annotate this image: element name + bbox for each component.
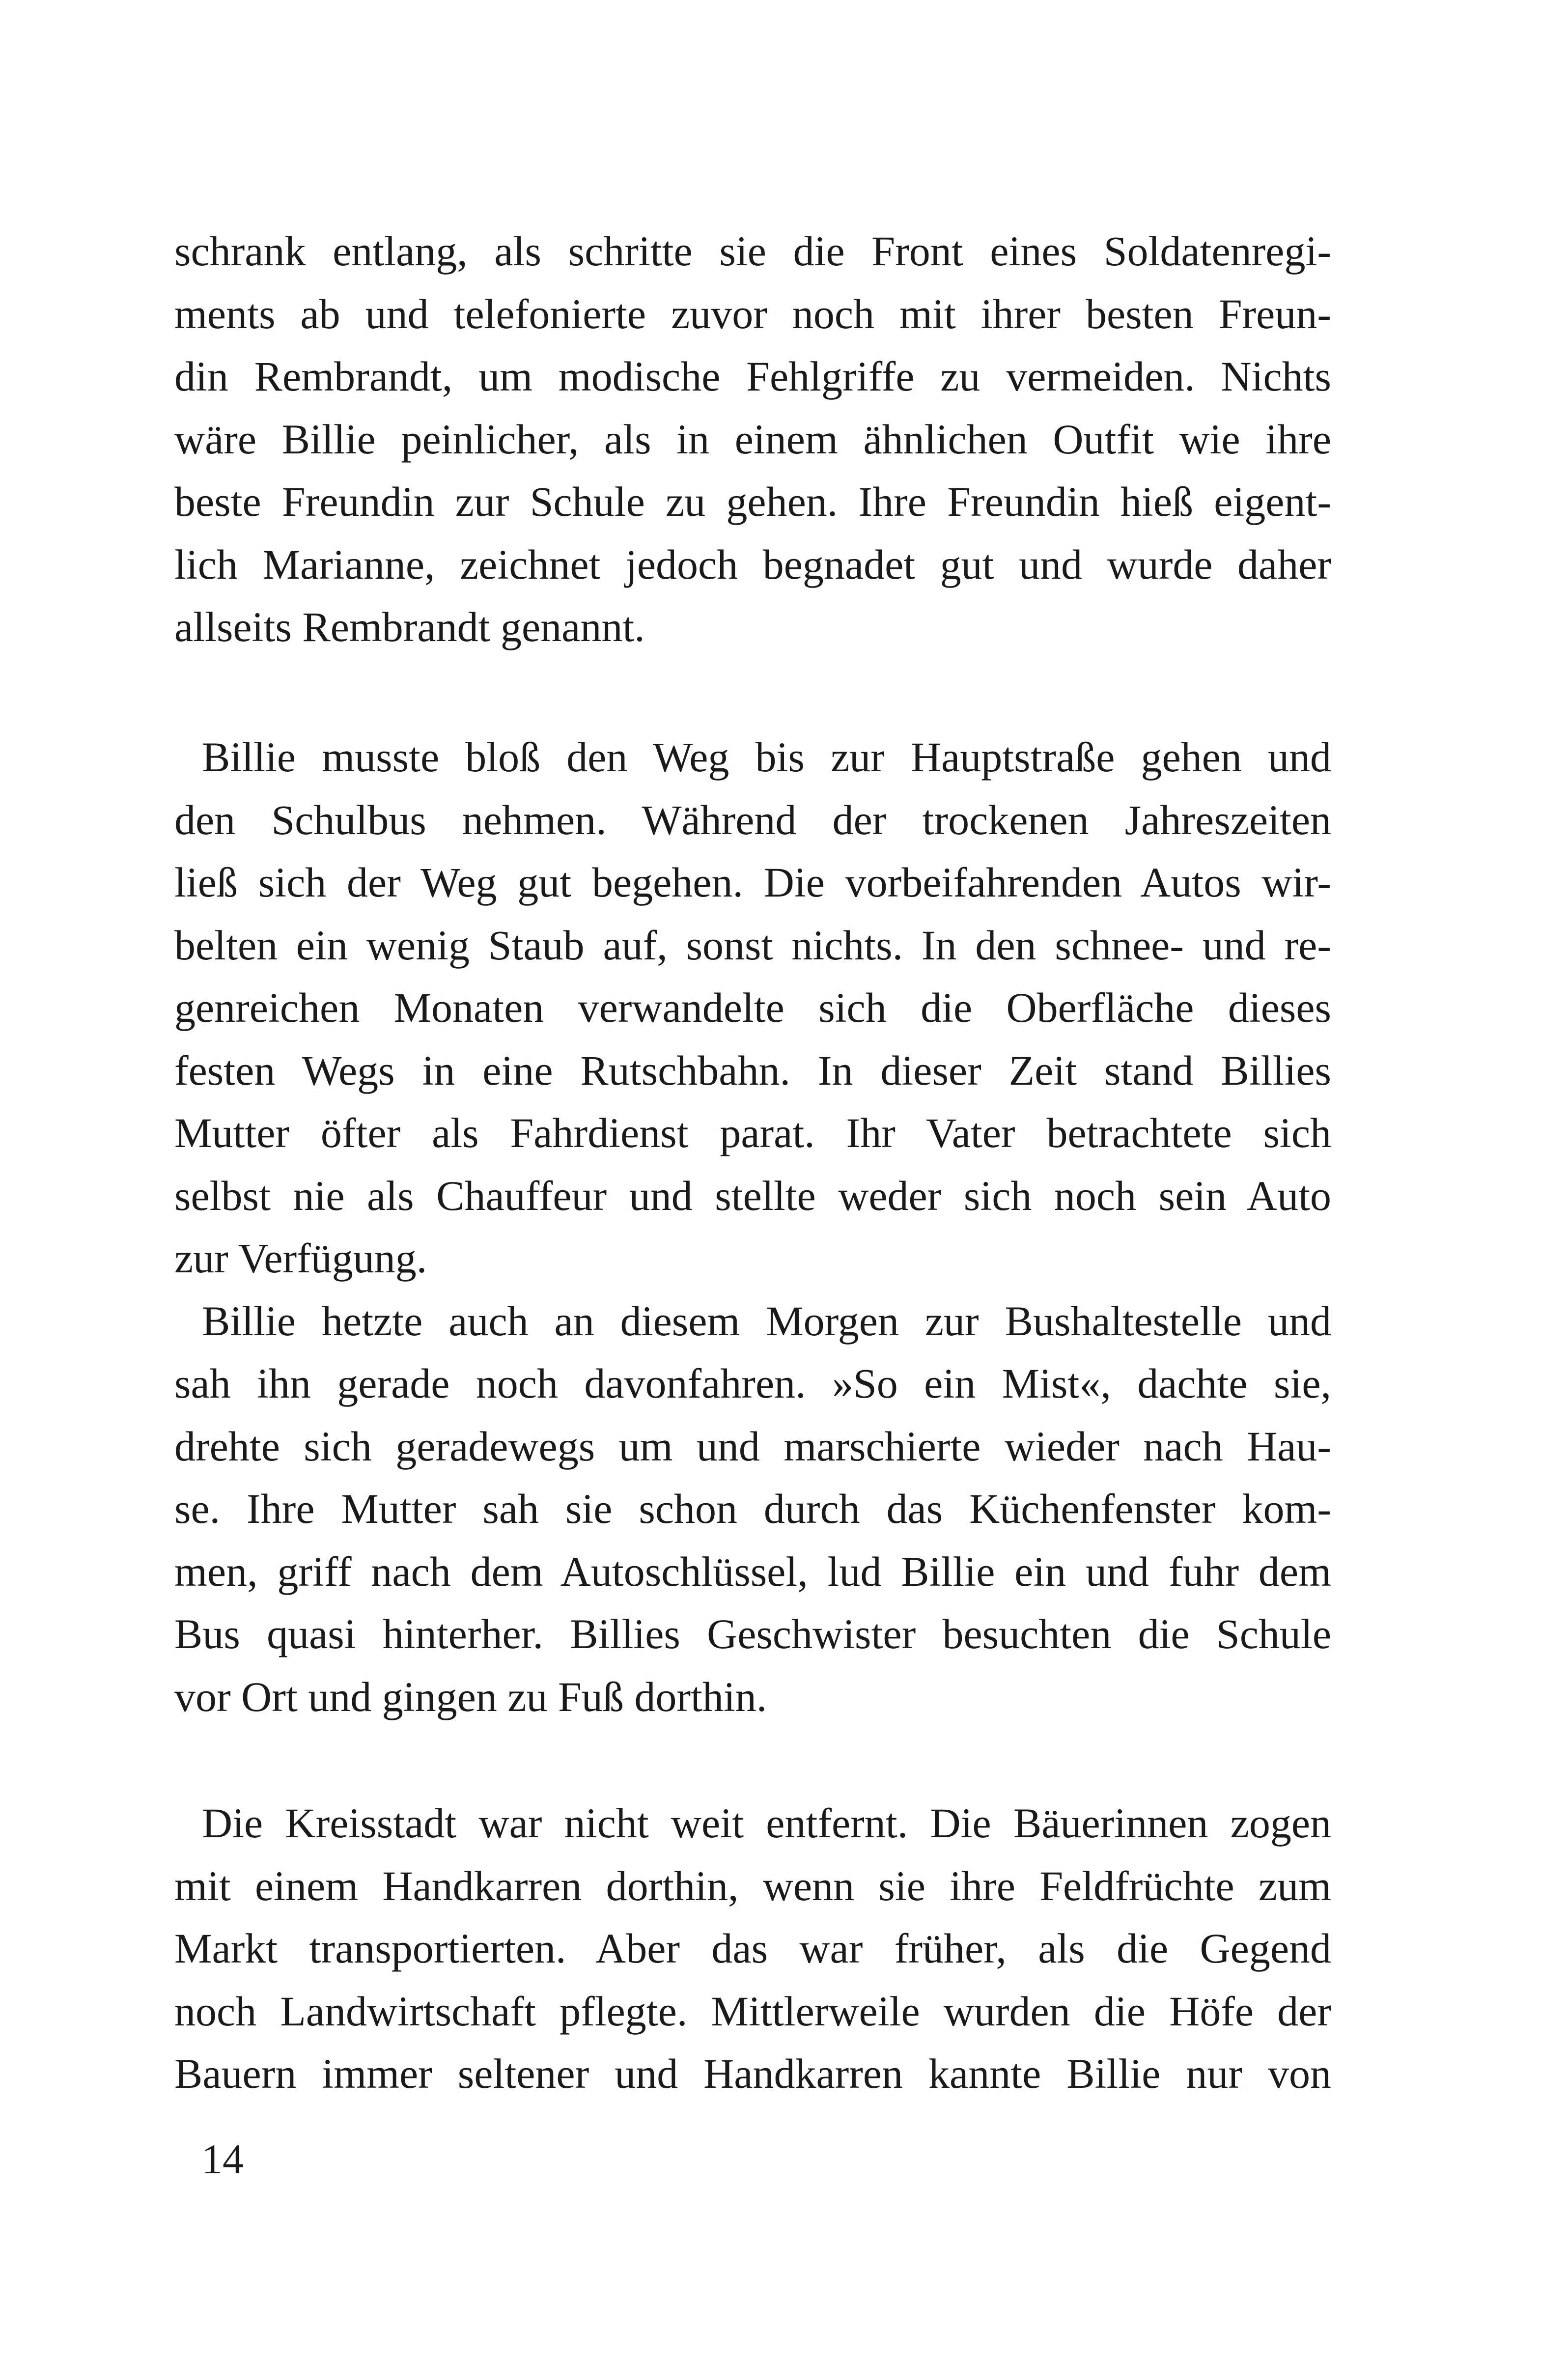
text-line: sah ihn gerade noch davonfahren. »So ein Mist«, dachte sie, [174,1360,1331,1407]
text-line: Mutter öfter als Fahrdienst parat. Ihr Vater betrachtete sich [174,1109,1331,1156]
text-line: din Rembrandt, um modische Fehlgriffe zu vermeiden. Nichts [174,353,1331,400]
text-line: schrank entlang, als schritte sie die Front eines Soldatenregi- [174,227,1331,275]
text-line: genreichen Monaten verwandelte sich die Oberfläche dieses [174,984,1331,1031]
paragraph [174,220,1331,659]
text-line: ments ab und telefonierte zuvor noch mit ihrer besten Freun- [174,290,1331,337]
text-block-bottom [174,1792,1331,2105]
text-line: noch Landwirtschaft pflegte. Mittlerweile wurden die Höfe der [174,1987,1331,2035]
text-line: Billie hetzte auch an diesem Morgen zur Bushaltestelle und [202,1297,1331,1345]
text-line: drehte sich geradewegs um und marschierte wieder nach Hau- [174,1422,1331,1470]
text-line: beste Freundin zur Schule zu gehen. Ihre Freundin hieß eigent- [174,478,1331,525]
text-line: Bauern immer seltener und Handkarren kannte Billie nur von [174,2050,1331,2097]
text-line: men, griff nach dem Autoschlüssel, lud Billie ein und fuhr dem [174,1547,1331,1595]
text-line: allseits Rembrandt genannt. [174,603,645,650]
text-line: Billie musste bloß den Weg bis zur Hauptstraße gehen und [202,733,1331,781]
text-line: Die Kreisstadt war nicht weit entfernt. Die Bäuerinnen zogen [202,1799,1331,1847]
paragraph [174,726,1331,1290]
text-line: mit einem Handkarren dorthin, wenn sie ihre Feldfrüchte zum [174,1862,1331,1909]
text-line: selbst nie als Chauffeur und stellte weder sich noch sein Auto [174,1172,1331,1219]
text-line: vor Ort und gingen zu Fuß dorthin. [174,1673,767,1720]
text-line: den Schulbus nehmen. Während der trockenen Jahreszeiten [174,796,1331,843]
text-line: Bus quasi hinterher. Billies Geschwister besuchten die Schule [174,1610,1331,1657]
text-line: zur Verfügung. [174,1235,427,1282]
text-line: wäre Billie peinlicher, als in einem ähnlichen Outfit wie ihre [174,415,1331,463]
paragraph [174,1290,1331,1729]
page-number: 14 [201,2135,244,2183]
paragraph [174,1792,1331,2105]
text-line: belten ein wenig Staub auf, sonst nichts. In den schnee- und re- [174,921,1331,969]
text-line: se. Ihre Mutter sah sie schon durch das Küchenfenster kom- [174,1485,1331,1532]
text-block-top [174,220,1331,659]
text-line: festen Wegs in eine Rutschbahn. In dieser Zeit stand Billies [174,1046,1331,1094]
text-line: lich Marianne, zeichnet jedoch begnadet gut und wurde daher [174,540,1331,588]
text-line: ließ sich der Weg gut begehen. Die vorbeifahrenden Autos wir- [174,859,1331,906]
text-block-middle [174,726,1331,1728]
text-line: Markt transportierten. Aber das war früher, als die Gegend [174,1925,1331,1972]
